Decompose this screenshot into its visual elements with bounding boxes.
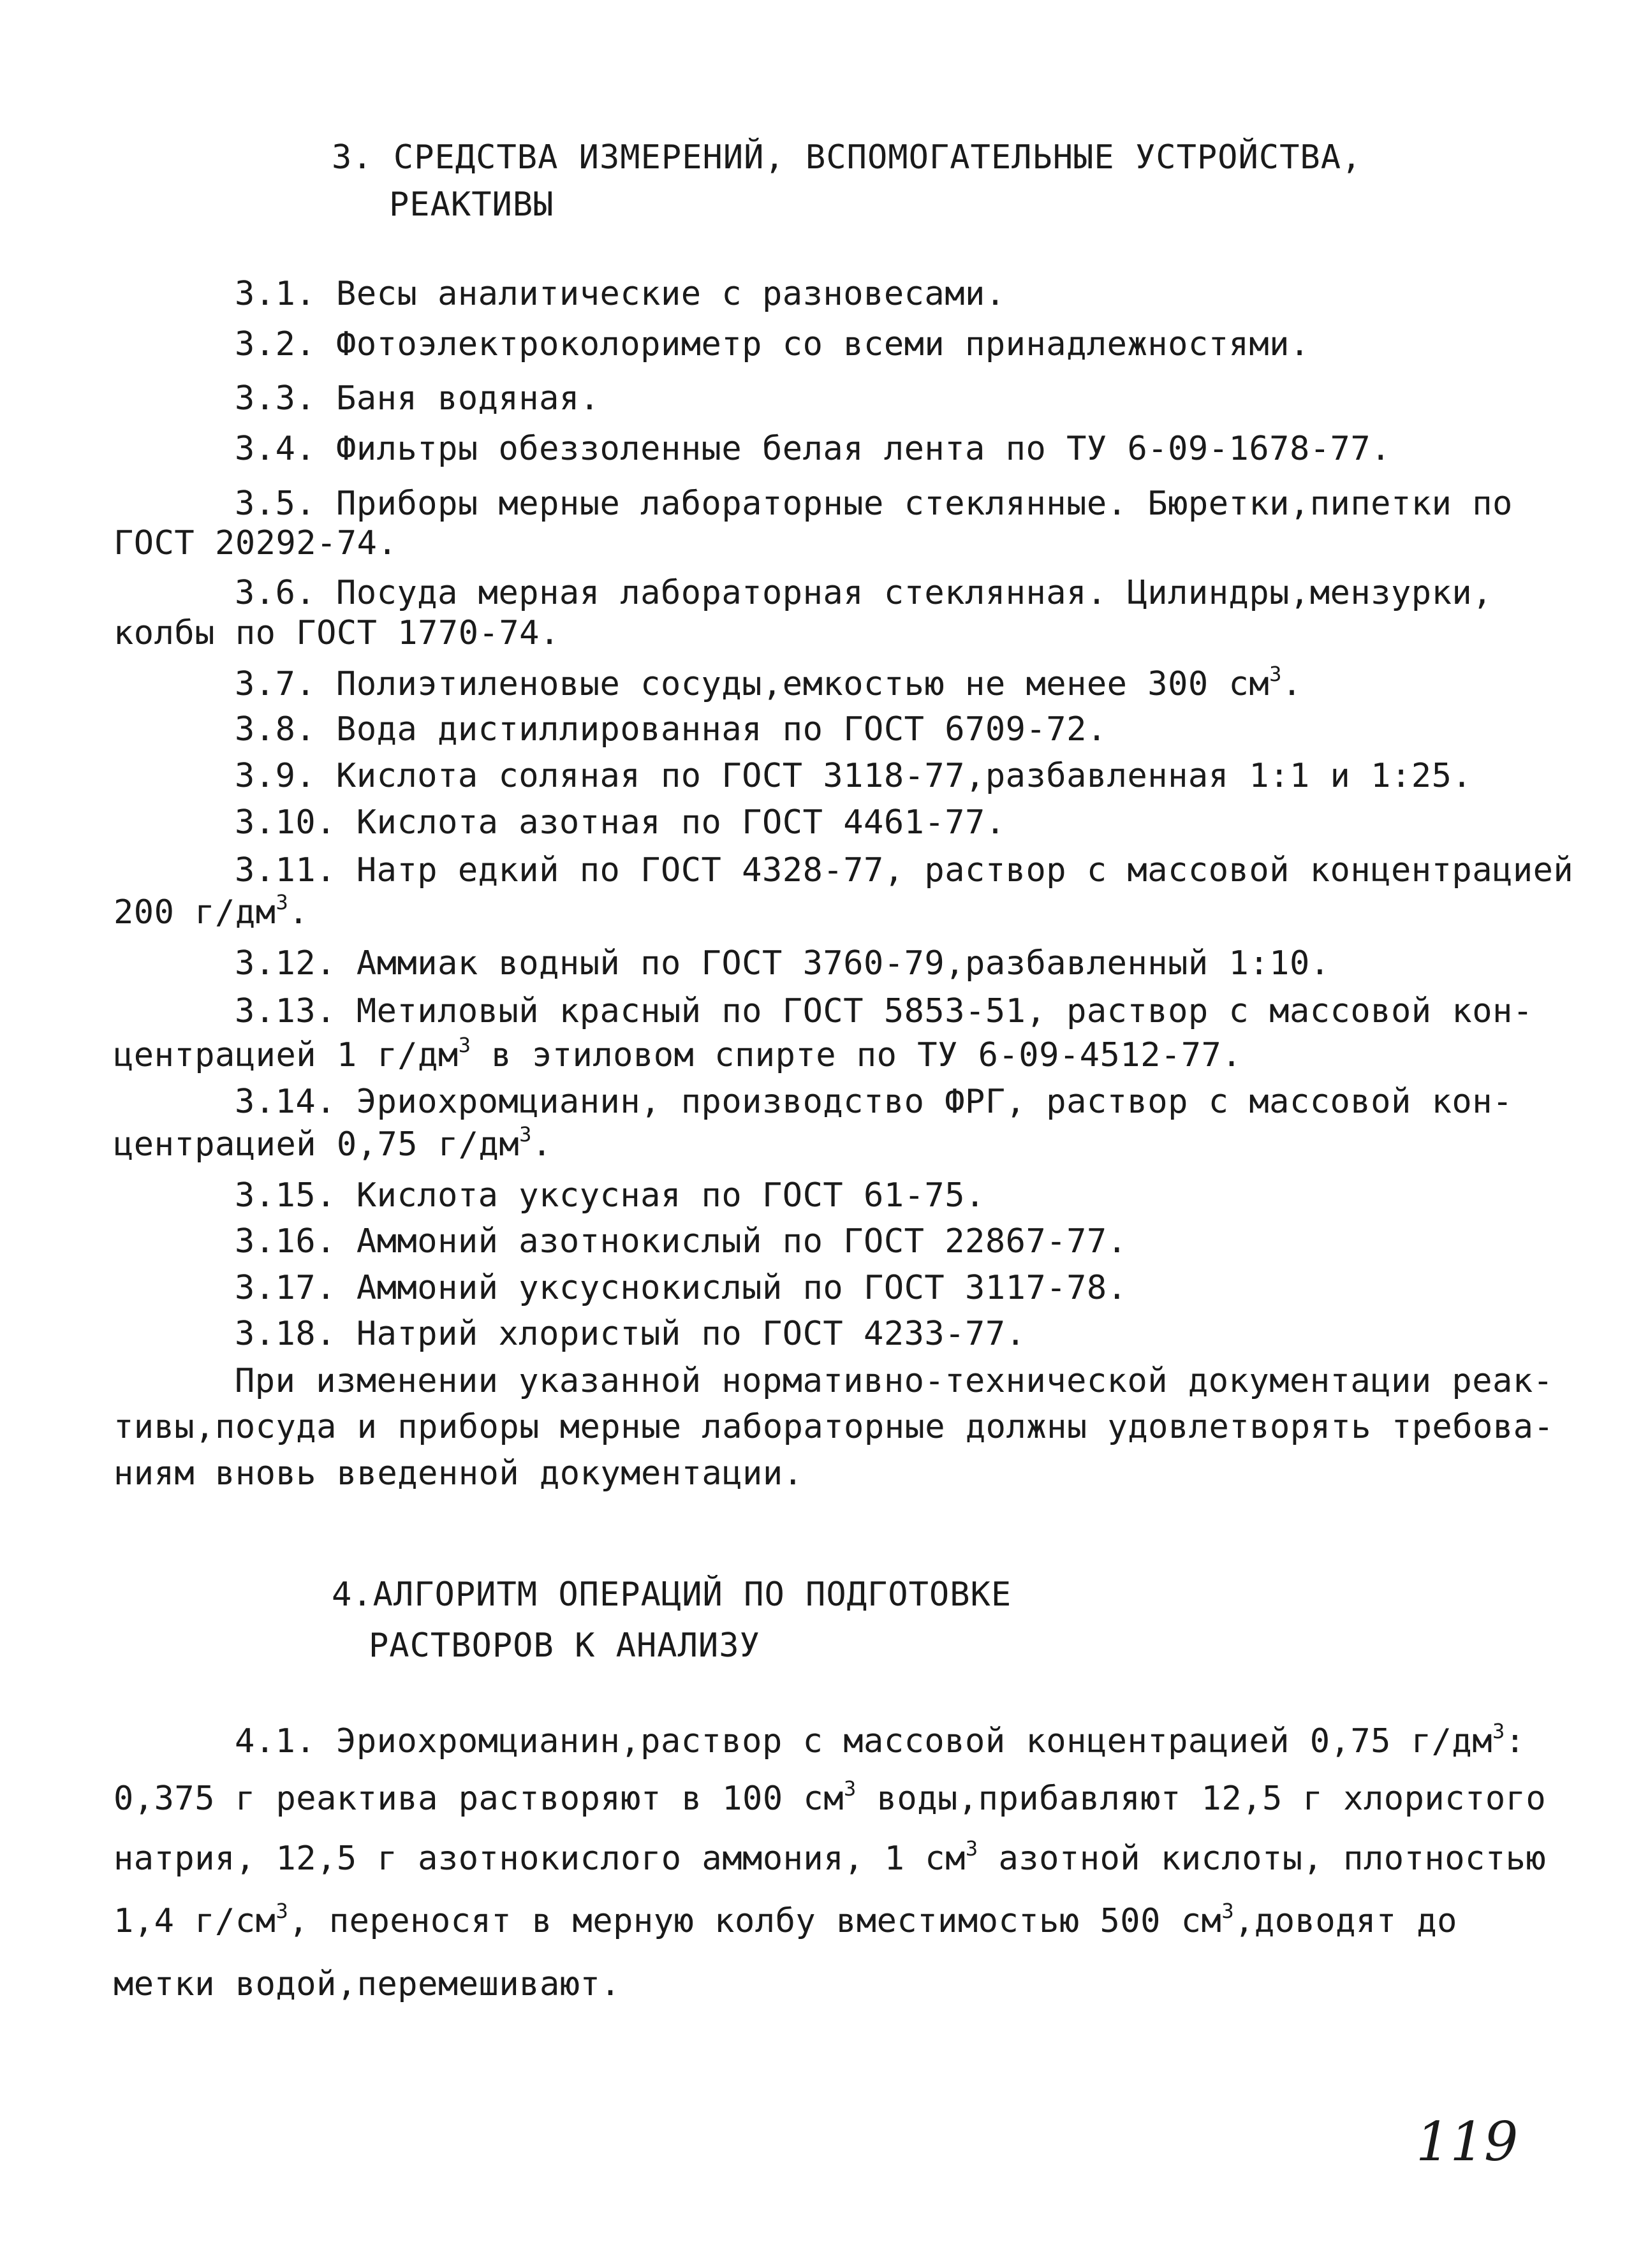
list-item-3-11-cont: [114, 889, 309, 936]
paragraph-4-1-line5: метки водой,перемешивают.: [114, 1965, 621, 2003]
list-item-3-14: 3.14. Эриохромцианин, производство ФРГ, раствор с массовой кон-: [235, 1083, 1513, 1121]
list-item-3-2: 3.2. Фотоэлектроколориметр со всеми принадлежностями.: [235, 325, 1310, 363]
list-item-3-5: 3.5. Приборы мерные лабораторные стеклянные. Бюретки,пипетки по: [235, 485, 1513, 523]
page-number: 119: [1416, 2111, 1519, 2173]
paragraph-4-1-line4-b: , переносят в мерную колбу вместимостью 500 см: [288, 1902, 1222, 1940]
list-item-3-9: 3.9. Кислота соляная по ГОСТ 3118-77,разбавленная 1:1 и 1:25.: [235, 757, 1473, 795]
superscript-3: 3: [458, 1033, 471, 1057]
paragraph-4-1-line2: [114, 1775, 1546, 1822]
section4-heading-line2: РАСТВОРОВ К АНАЛИЗУ: [369, 1627, 760, 1665]
list-item-3-16: 3.16. Аммоний азотнокислый по ГОСТ 22867-77.: [235, 1222, 1128, 1261]
paragraph-4-1-line1-text: 4.1. Эриохромцианин,раствор с массовой концентрацией 0,75 г/дм: [235, 1722, 1493, 1760]
superscript-3: 3: [519, 1122, 532, 1146]
superscript-3: 3: [276, 890, 289, 914]
paragraph-4-1-line4-c: ,доводят до: [1234, 1902, 1457, 1940]
period: .: [1281, 665, 1302, 703]
list-item-3-3: 3.3. Баня водяная.: [235, 379, 600, 418]
note-line-1: При изменении указанной нормативно-технической документации реак-: [235, 1362, 1554, 1400]
list-item-3-14-cont: [114, 1121, 552, 1168]
period: .: [288, 893, 309, 932]
note-line-2: тивы,посуда и приборы мерные лабораторные должны удовлетворять требова-: [114, 1408, 1554, 1446]
list-item-3-7-text: 3.7. Полиэтиленовые сосуды,емкостью не менее 300 см: [235, 665, 1270, 703]
paragraph-4-1-line4: [114, 1898, 1457, 1945]
superscript-3: 3: [1492, 1719, 1505, 1743]
list-item-3-8: 3.8. Вода дистиллированная по ГОСТ 6709-72.: [235, 710, 1107, 749]
list-item-3-13-cont-tail: в этиловом спирте по ТУ 6-09-4512-77.: [471, 1036, 1242, 1074]
paragraph-4-1-line4-a: 1,4 г/см: [114, 1902, 276, 1940]
list-item-3-5-cont: ГОСТ 20292-74.: [114, 524, 398, 562]
list-item-3-11-cont-text: 200 г/дм: [114, 893, 276, 932]
list-item-3-11: 3.11. Натр едкий по ГОСТ 4328-77, раствор с массовой концентрацией: [235, 851, 1574, 889]
list-item-3-14-cont-text: центрацией 0,75 г/дм: [114, 1125, 520, 1164]
paragraph-4-1-line2-b: воды,прибавляют 12,5 г хлористого: [856, 1780, 1547, 1818]
list-item-3-13: 3.13. Метиловый красный по ГОСТ 5853-51, раствор с массовой кон-: [235, 992, 1533, 1030]
list-item-3-6-cont: колбы по ГОСТ 1770-74.: [114, 614, 560, 652]
paragraph-4-1-line1: [235, 1718, 1526, 1765]
superscript-3: 3: [844, 1776, 857, 1801]
superscript-3: 3: [1269, 662, 1282, 686]
paragraph-4-1-line3-b: азотной кислоты, плотностью: [978, 1840, 1547, 1878]
period: .: [531, 1125, 552, 1164]
superscript-3: 3: [965, 1836, 978, 1861]
paragraph-4-1-line3: [114, 1835, 1546, 1882]
paragraph-4-1-line2-a: 0,375 г реактива растворяют в 100 см: [114, 1780, 844, 1818]
superscript-3: 3: [276, 1899, 289, 1923]
list-item-3-1: 3.1. Весы аналитические с разновесами.: [235, 275, 1006, 313]
list-item-3-6: 3.6. Посуда мерная лабораторная стеклянная. Цилиндры,мензурки,: [235, 574, 1493, 612]
list-item-3-17: 3.17. Аммоний уксуснокислый по ГОСТ 3117-78.: [235, 1269, 1128, 1307]
section3-heading-line1: 3. СРЕДСТВА ИЗМЕРЕНИЙ, ВСПОМОГАТЕЛЬНЫЕ УСТРОЙСТВА,: [332, 138, 1362, 177]
list-item-3-18: 3.18. Натрий хлористый по ГОСТ 4233-77.: [235, 1315, 1026, 1353]
list-item-3-7: [235, 661, 1302, 708]
colon: :: [1505, 1722, 1526, 1760]
superscript-3: 3: [1221, 1899, 1235, 1923]
section4-heading-line1: 4.АЛГОРИТМ ОПЕРАЦИЙ ПО ПОДГОТОВКЕ: [332, 1576, 1012, 1614]
note-line-3: ниям вновь введенной документации.: [114, 1454, 804, 1493]
list-item-3-13-cont-text: центрацией 1 г/дм: [114, 1036, 459, 1074]
paragraph-4-1-line3-a: натрия, 12,5 г азотнокислого аммония, 1 см: [114, 1840, 966, 1878]
list-item-3-10: 3.10. Кислота азотная по ГОСТ 4461-77.: [235, 803, 1006, 842]
list-item-3-13-cont: [114, 1032, 1242, 1079]
list-item-3-4: 3.4. Фильтры обеззоленные белая лента по ТУ 6-09-1678-77.: [235, 430, 1391, 468]
section3-heading-line2: РЕАКТИВЫ: [389, 186, 554, 224]
list-item-3-15: 3.15. Кислота уксусная по ГОСТ 61-75.: [235, 1176, 985, 1215]
list-item-3-12: 3.12. Аммиак водный по ГОСТ 3760-79,разбавленный 1:10.: [235, 944, 1330, 983]
